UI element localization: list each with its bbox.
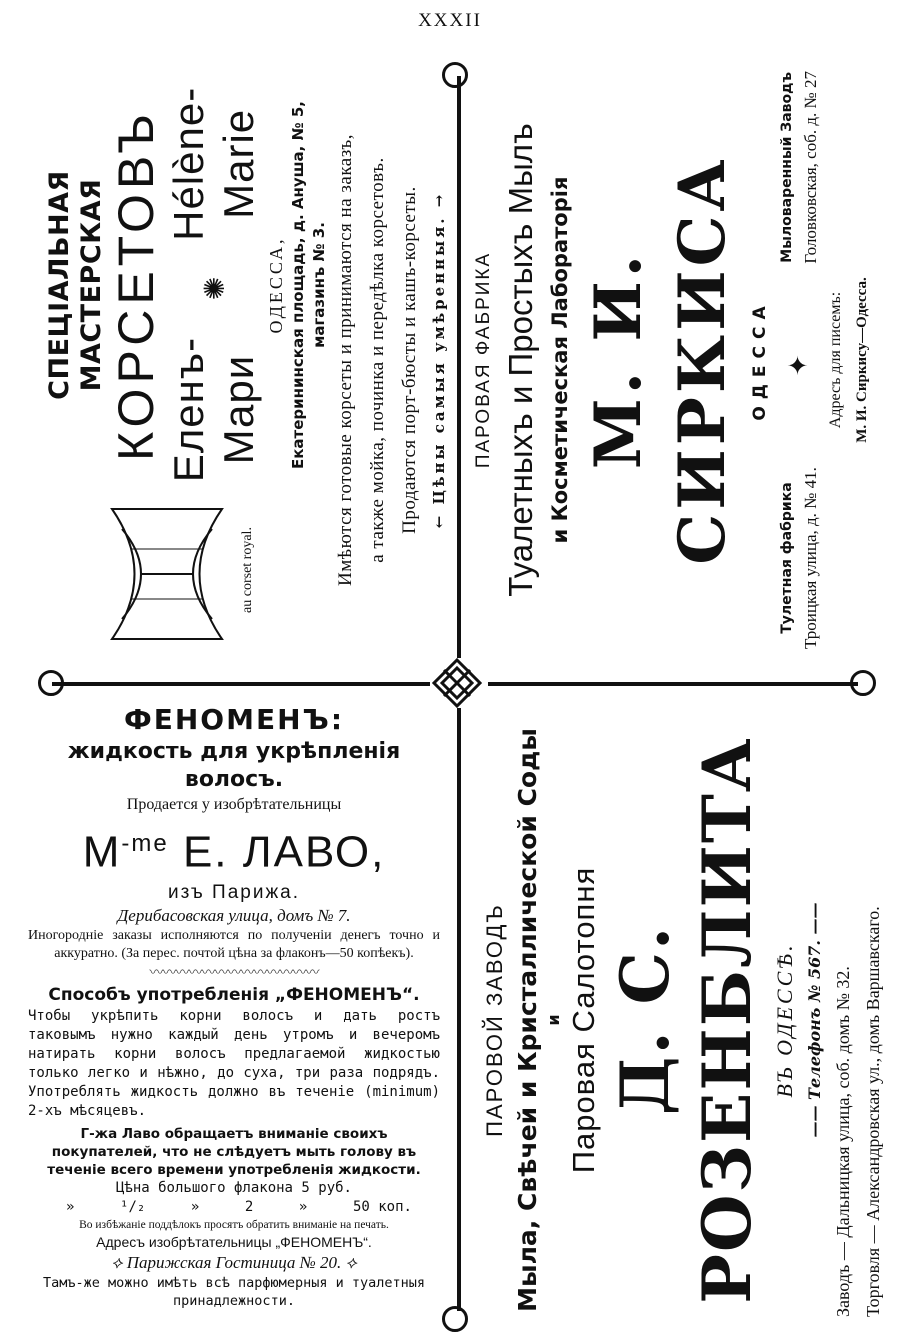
corset-prices: ← Цѣны самыя умѣренныя. →: [430, 191, 448, 529]
phenomen-price-big: Цѣна большого флакона 5 руб.: [115, 1179, 352, 1196]
soap-left-address: Троицкая улица, д. № 41.: [801, 467, 820, 649]
candle-phone: —— Телефонъ № 567. ——: [805, 902, 824, 1138]
corset-word: КОРСЕТОВЪ: [108, 109, 164, 462]
diamond-ornament-icon: ⟡: [111, 1252, 123, 1272]
candle-products: Мыла, Свѣчей и Кристаллической Соды: [513, 728, 542, 1312]
corset-heading: СПЕЦІАЛЬНАЯ МАСТЕРСКАЯ: [44, 170, 107, 400]
corset-ad: [40, 65, 448, 655]
frame-centre-knot-icon: [432, 658, 482, 708]
candle-trade-address: Торговля — Александровская ул., домъ Варшавскаго.: [863, 906, 883, 1317]
phenomen-from: изъ Парижа.: [167, 881, 301, 903]
corset-brand-fr: Hélène-Marie: [165, 86, 262, 241]
wavy-divider-icon: 〰〰〰〰〰〰〰〰〰〰〰〰〰: [149, 964, 319, 981]
soap-city: ОДЕССА: [750, 299, 770, 421]
soap-right-label: Мыловаренный Заводъ: [779, 72, 795, 263]
phenomen-sold-by: Продается у изобрѣтательницы: [126, 796, 342, 813]
corset-illustration-icon: [102, 499, 232, 649]
candle-factory-type: ПАРОВОЙ ЗАВОДЪ: [482, 903, 507, 1137]
corset-body-3: Продаются порт-бюсты и кашъ-корсеты.: [399, 186, 420, 534]
phenomen-fake-warning: Во избѣжаніе поддѣлокъ просятъ обратить вниманіе на печать.: [79, 1218, 389, 1231]
soap-letters-label: Адресъ для писемъ:: [827, 291, 844, 429]
phenomen-name: $M^{-me}$ Е. ЛАВО,: [82, 827, 386, 877]
corset-body-1: Имѣются готовые корсеты и принимаются на заказъ,: [335, 134, 356, 586]
soap-owner: М. И. СИРКИСА: [581, 155, 740, 565]
frame-curl-right-icon: [850, 670, 876, 696]
ornament-icon: ✦: [784, 354, 814, 377]
corset-body-2: а также мойка, починка и передѣлка корсетовъ.: [367, 157, 388, 563]
candle-owner: Д. С. РОЗЕНБЛИТА: [606, 736, 766, 1304]
candle-second: Паровая Салотопня: [566, 866, 601, 1174]
corset-brand-ru: Еленъ-Мари: [165, 336, 262, 483]
corset-image-caption: au corset royal.: [240, 527, 255, 613]
frame-curl-bottom-icon: [442, 1306, 468, 1332]
phenomen-usage-title: Способъ употребленія „ФЕНОМЕНЪ“.: [48, 984, 420, 1005]
corset-address-2: магазинъ № 3.: [310, 222, 328, 348]
phenomen-hotel: ⟡ Парижская Гостиница № 20. ⟡: [111, 1252, 357, 1272]
soap-left-label: Тулетная фабрика: [779, 482, 795, 634]
candle-factory-address: Заводъ — Дальницкая улица, соб. домъ № 32.: [833, 966, 853, 1317]
candle-city: ВЪ ОДЕССѢ.: [772, 942, 797, 1098]
corset-city: ОДЕССА,: [266, 236, 286, 334]
soap-lab: и Косметическая Лабораторія: [548, 176, 572, 544]
phenomen-price-row: » ¹/₂ » 2 » 50 коп.: [66, 1198, 412, 1215]
soap-right-address: Головковская, соб. д. № 27: [801, 71, 820, 264]
phenomen-subtitle: жидкость для укрѣпленія волосъ.: [67, 739, 401, 792]
phenomen-usage-body: Чтобы укрѣпить корни волосъ и дать ростъ таковымъ нужно каждый день утромъ и вечеромъ натирать корни волосъ предлагаемой жидкостью только легко и нѣжно, до суха, три раза подрядъ. Употреблять жидкость должно въ теченіе (minimum) 2-хъ мѣсяцевъ.: [28, 1007, 440, 1119]
phenomen-ad: [28, 702, 440, 1310]
candle-and: и: [544, 1014, 563, 1026]
phenomen-title: ФЕНОМЕНЪ:: [123, 703, 345, 736]
frame-divider-vertical-bottom: [457, 708, 461, 1311]
frame-curl-left-icon: [38, 670, 64, 696]
phenomen-note: Иногородніе заказы исполняются по полученіи денегъ точно и аккуратно. (За перес. почтой цѣна за флаконъ—50 копѣекъ).: [28, 927, 440, 961]
soap-factory-type: ПАРОВАЯ ФАБРИКА: [473, 251, 494, 469]
phenomen-closing: Тамъ-же можно имѣть всѣ парфюмерныя и туалетныя принадлежности.: [42, 1274, 425, 1309]
soap-products: Туалетныхъ и Простыхъ Мылъ: [502, 123, 539, 597]
soap-letters-value: М. И. Сиркису—Одесса.: [854, 277, 870, 443]
frame-divider-vertical-top: [457, 76, 461, 658]
star-icon: ✺: [197, 276, 231, 301]
frame-divider-horizontal-left: [52, 682, 430, 686]
phenomen-inventor-address: Адресъ изобрѣтательницы „ФЕНОМЕНЪ“.: [96, 1233, 372, 1250]
page-number: XXXII: [418, 10, 482, 31]
phenomen-address: Дерибасовская улица, домъ № 7.: [117, 905, 351, 925]
frame-divider-horizontal-right: [488, 682, 858, 686]
soap-ad: [465, 65, 875, 655]
diamond-ornament-icon: ⟡: [345, 1252, 357, 1272]
candle-ad: [472, 705, 882, 1335]
corset-address-1: Екатерининская площадь, д. Ануша, № 5,: [289, 101, 307, 469]
phenomen-warning: Г-жа Лаво обращаетъ вниманіе своихъ покупателей, что не слѣдуетъ мыть голову въ теченіе всего времени употребленія жидкости.: [47, 1125, 421, 1178]
